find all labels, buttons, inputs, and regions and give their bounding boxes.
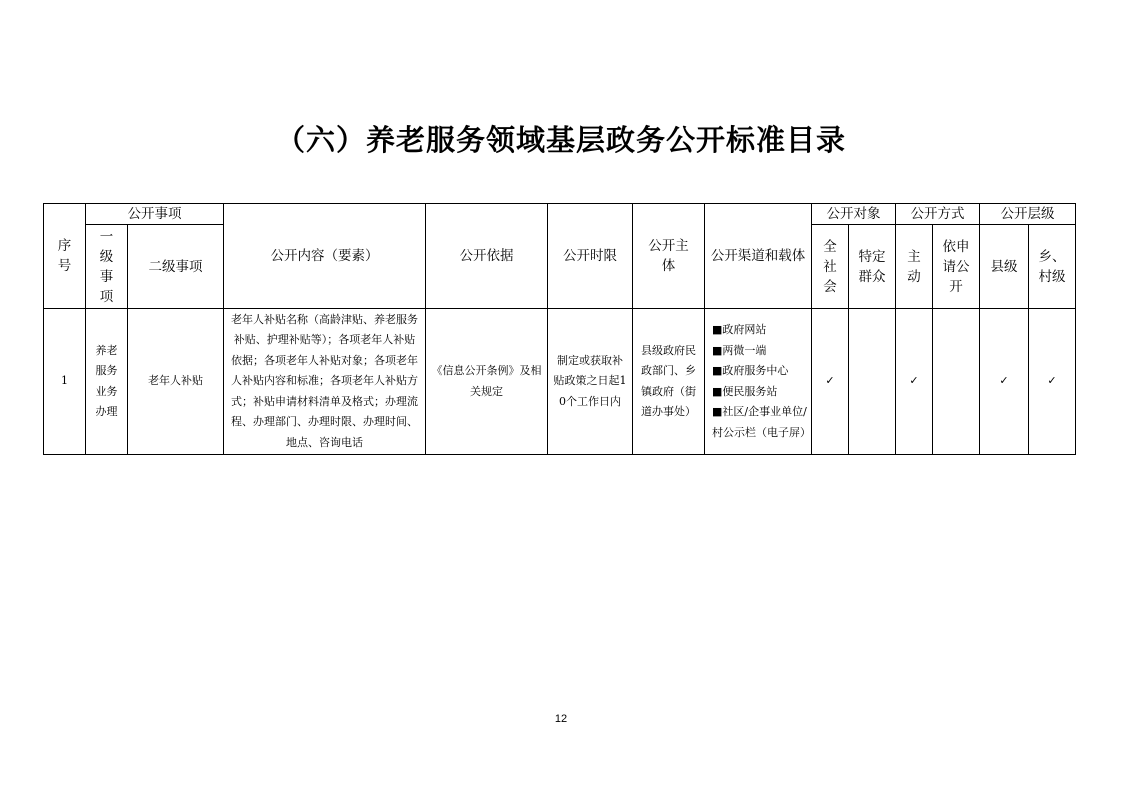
header-yishenqing: 依申请公开 — [933, 225, 980, 309]
check-xianji-icon: ✓ — [980, 309, 1029, 455]
cell-xuhao: 1 — [44, 309, 86, 455]
header-zhudong: 主动 — [896, 225, 933, 309]
header-xuhao: 序号 — [44, 204, 86, 309]
cell-neirong: 老年人补贴名称（高龄津贴、养老服务补贴、护理补贴等）；各项老年人补贴依据；各项老年人补贴对象；各项老年人补贴内容和标准；各项老年人补贴方式；补贴申请材料清单及格式；办理流程、办理部门、办理时限、办理时间、地点、咨询电话 — [224, 309, 426, 455]
header-quan-shehui: 全社会 — [812, 225, 849, 309]
header-xianji: 县级 — [980, 225, 1029, 309]
header-teding-qunzhong: 特定群众 — [849, 225, 896, 309]
check-yishenqing-icon — [933, 309, 980, 455]
page-title: （六）养老服务领域基层政务公开标准目录 — [275, 123, 846, 157]
channel-item: ■社区/企事业单位/村公示栏（电子屏） — [712, 405, 811, 439]
channel-item: ■两微一端 — [712, 343, 767, 357]
catalog-table — [43, 203, 1076, 455]
table-row — [44, 309, 1076, 455]
check-teding-qunzhong-icon — [849, 309, 896, 455]
header-yiju: 公开依据 — [426, 204, 548, 309]
header-neirong: 公开内容（要素） — [224, 204, 426, 309]
cell-yiju: 《信息公开条例》及相关规定 — [426, 309, 548, 455]
cell-yiji: 养老服务业务办理 — [86, 309, 128, 455]
channel-item: ■便民服务站 — [712, 384, 778, 398]
cell-qudao — [705, 309, 812, 455]
cell-shixian: 制定或获取补贴政策之日起10个工作日内 — [548, 309, 633, 455]
header-zhuti: 公开主体 — [633, 204, 705, 309]
header-yiji: 一级事项 — [86, 225, 128, 309]
channel-list — [705, 320, 811, 443]
cell-erji: 老年人补贴 — [128, 309, 224, 455]
cell-zhuti: 县级政府民政部门、乡镇政府（街道办事处） — [633, 309, 705, 455]
header-cengji: 公开层级 — [980, 204, 1076, 225]
header-xiangcunji: 乡、村级 — [1029, 225, 1076, 309]
channel-item: ■政府网站 — [712, 323, 767, 336]
header-duixiang: 公开对象 — [812, 204, 896, 225]
check-xiangcunji-icon: ✓ — [1029, 309, 1076, 455]
header-qudao: 公开渠道和载体 — [705, 204, 812, 309]
check-zhudong-icon: ✓ — [896, 309, 933, 455]
header-shixian: 公开时限 — [548, 204, 633, 309]
page-number: 12 — [554, 713, 568, 725]
header-gongkai-shixiang: 公开事项 — [86, 204, 224, 225]
header-fangshi: 公开方式 — [896, 204, 980, 225]
header-erji: 二级事项 — [128, 225, 224, 309]
check-quan-shehui-icon: ✓ — [812, 309, 849, 455]
channel-item: ■政府服务中心 — [712, 364, 789, 377]
